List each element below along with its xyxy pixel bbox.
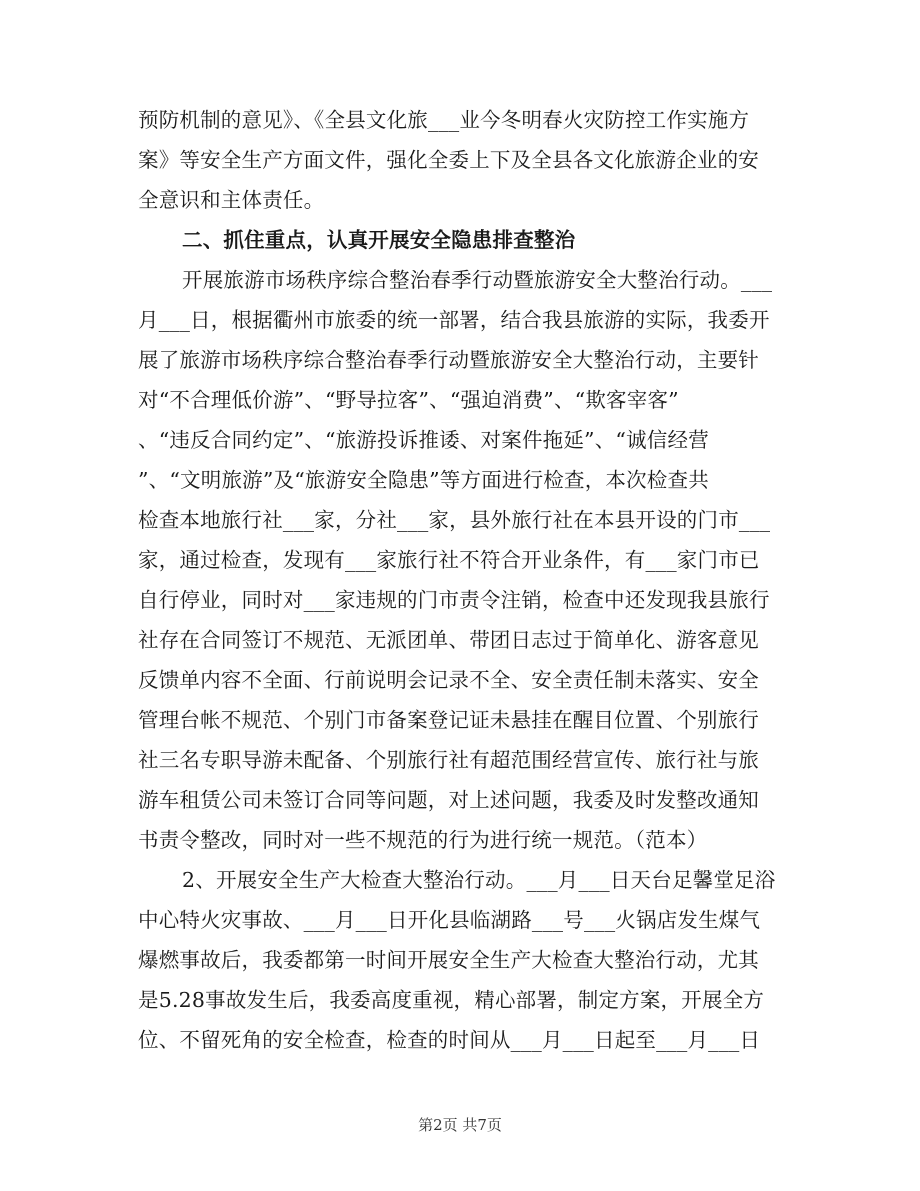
body-line: 检查本地旅行社___家，分社___家，县外旅行社在本县开设的门市___ [138, 508, 771, 532]
body-line: 全意识和主体责任。 [138, 188, 325, 212]
body-line: 对“不合理低价游”、“野导拉客”、“强迫消费”、“欺客宰客” [138, 388, 679, 412]
body-line: 月___日，根据衢州市旅委的统一部署，结合我县旅游的实际，我委开 [138, 308, 770, 332]
section-heading: 二、抓住重点，认真开展安全隐患排查整治 [182, 228, 576, 252]
body-line: 社三名专职导游未配备、个别旅行社有超范围经营宣传、旅行社与旅 [138, 748, 759, 772]
body-line: 书责令整改，同时对一些不规范的行为进行统一规范。（范本） [138, 828, 708, 852]
body-line: 自行停业，同时对___家违规的门市责令注销，检查中还发现我县旅行 [138, 588, 770, 612]
body-line: 案》等安全生产方面文件，强化全委上下及全县各文化旅游企业的安 [138, 148, 759, 172]
body-line: 中心特火灾事故、___月___日开化县临湖路___号___火锅店发生煤气 [138, 908, 761, 932]
body-line: 预防机制的意见》、《全县文化旅___业今冬明春火灾防控工作实施方 [138, 108, 750, 132]
body-line: 家，通过检查，发现有___家旅行社不符合开业条件，有___家门市已 [138, 548, 760, 572]
page-footer: 第2页 共7页 [418, 1116, 502, 1134]
body-line: 管理台帐不规范、个别门市备案登记证未悬挂在醒目位置、个别旅行 [138, 708, 759, 732]
body-line: 是5.28事故发生后，我委高度重视，精心部署，制定方案，开展全方 [138, 988, 765, 1012]
body-line: 位、不留死角的安全检查，检查的时间从___月___日起至___月___日 [138, 1028, 761, 1052]
body-line: 爆燃事故后，我委都第一时间开展安全生产大检查大整治行动，尤其 [138, 948, 759, 972]
body-line: 反馈单内容不全面、行前说明会记录不全、安全责任制未落实、安全 [138, 668, 759, 692]
body-line: 社存在合同签订不规范、无派团单、带团日志过于简单化、游客意见 [138, 628, 759, 652]
body-line: 、“违反合同约定”、“旅游投诉推诿、对案件拖延”、“诚信经营 [138, 428, 709, 452]
body-line: ”、“文明旅游”及“旅游安全隐患”等方面进行检查，本次检查共 [138, 468, 709, 492]
body-line: 2、开展安全生产大检查大整治行动。___月___日天台足馨堂足浴 [182, 868, 776, 892]
document-body [138, 100, 788, 1060]
body-line: 开展旅游市场秩序综合整治春季行动暨旅游安全大整治行动。___ [182, 268, 773, 292]
body-line: 展了旅游市场秩序综合整治春季行动暨旅游安全大整治行动，主要针 [138, 348, 759, 372]
body-line: 游车租赁公司未签订合同等问题，对上述问题，我委及时发整改通知 [138, 788, 759, 812]
